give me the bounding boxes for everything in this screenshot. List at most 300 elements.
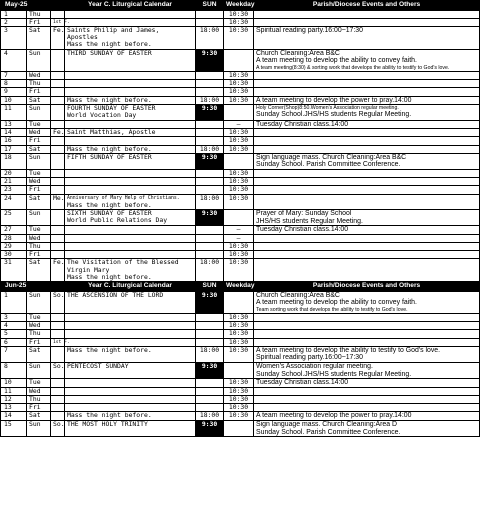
weekday-name: Fri — [27, 137, 51, 145]
liturgical-line: Mass the night before. — [67, 40, 152, 49]
event-line: A team meeting to develop the power to pray.14:00 — [256, 96, 412, 104]
liturgical-cell — [65, 49, 196, 71]
liturgical-line: World Vocation Day — [67, 111, 137, 120]
events-cell — [254, 420, 480, 436]
day-number: 7 — [1, 346, 27, 362]
weekday-mass-time: 10:30 — [224, 251, 254, 259]
event-line: Spiritual reading party.16:00~17:30 — [256, 27, 363, 34]
calendar-row — [1, 153, 480, 169]
calendar-row — [1, 259, 480, 282]
event-line: Sign language mass. Church Cleaning:Area B&C — [256, 153, 407, 161]
weekday-mass-time — [224, 153, 254, 169]
weekday-mass-time: 10:30 — [224, 178, 254, 186]
day-number: 12 — [1, 395, 27, 403]
day-number: 27 — [1, 226, 27, 235]
sun-mass-time — [196, 88, 224, 96]
sun-mass-time: 9:30 — [196, 291, 224, 313]
liturgical-header: Year C. Liturgical Calendar — [65, 282, 196, 292]
calendar-row — [1, 105, 480, 120]
events-cell — [254, 226, 480, 235]
weekday-name: Tue — [27, 226, 51, 235]
weekday-mass-time: 10:30 — [224, 314, 254, 322]
weekday-name: Fri — [27, 88, 51, 96]
weekday-name: Wed — [27, 178, 51, 186]
weekday-mass-time: 10:30 — [224, 330, 254, 338]
liturgical-line: Mass the night before. — [67, 345, 152, 354]
day-number: 16 — [1, 137, 27, 145]
calendar-row — [1, 226, 480, 235]
rank-label — [51, 72, 65, 80]
day-number: 1 — [1, 291, 27, 313]
liturgical-cell — [65, 387, 196, 395]
events-cell — [254, 194, 480, 209]
weekday-name: Fri — [27, 338, 51, 346]
liturgical-cell — [65, 129, 196, 137]
weekday-name: Sat — [27, 412, 51, 421]
day-number: 13 — [1, 120, 27, 129]
sun-mass-time: 9:30 — [196, 420, 224, 436]
rank-label — [51, 186, 65, 194]
day-number: 8 — [1, 80, 27, 88]
weekday-mass-time: 10:30 — [224, 346, 254, 362]
day-number: 6 — [1, 338, 27, 346]
weekday-mass-time: 10:30 — [224, 387, 254, 395]
sun-mass-time — [196, 10, 224, 18]
weekday-name: Sun — [27, 105, 51, 120]
sun-mass-time — [196, 120, 224, 129]
day-number: 4 — [1, 49, 27, 71]
sun-header: SUN — [196, 282, 224, 292]
event-line: Prayer of Mary: Sunday School — [256, 210, 352, 218]
liturgical-cell — [65, 363, 196, 379]
weekday-name: Wed — [27, 129, 51, 137]
day-number: 2 — [1, 18, 27, 26]
sun-mass-time: 18:00 — [196, 145, 224, 153]
weekday-name: Sat — [27, 145, 51, 153]
day-number: 23 — [1, 186, 27, 194]
rank-label — [51, 10, 65, 18]
event-line: A team meeting to develop the ability to convey faith. — [256, 299, 417, 307]
weekday-mass-time: 10:30 — [224, 186, 254, 194]
day-number: 18 — [1, 153, 27, 169]
day-number: 10 — [1, 96, 27, 105]
weekday-mass-time: 10:30 — [224, 27, 254, 50]
rank-label — [51, 379, 65, 388]
events-cell — [254, 105, 480, 120]
events-cell — [254, 234, 480, 242]
event-line: A team meeting to develop the power to pray.14:00 — [256, 412, 412, 420]
weekday-name: Sat — [27, 259, 51, 282]
weekday-name: Sat — [27, 96, 51, 105]
month-label: Jun-25 — [1, 282, 65, 292]
liturgical-cell — [65, 105, 196, 120]
liturgical-line: THE MOST HOLY TRINITY — [67, 419, 148, 428]
rank-label: So. — [51, 420, 65, 436]
liturgical-cell — [65, 291, 196, 313]
liturgical-cell — [65, 27, 196, 50]
day-number: 13 — [1, 404, 27, 412]
liturgical-cell — [65, 243, 196, 251]
liturgical-cell — [65, 137, 196, 145]
events-cell — [254, 404, 480, 412]
liturgical-cell — [65, 170, 196, 178]
events-cell — [254, 346, 480, 362]
liturgical-cell — [65, 88, 196, 96]
rank-label — [51, 153, 65, 169]
sun-mass-time: 18:00 — [196, 346, 224, 362]
weekday-name: Tue — [27, 120, 51, 129]
weekday-name: Sun — [27, 49, 51, 71]
sun-mass-time — [196, 186, 224, 194]
events-cell — [254, 49, 480, 71]
day-number: 9 — [1, 88, 27, 96]
rank-label — [51, 105, 65, 120]
weekday-mass-time — [224, 210, 254, 226]
weekday-mass-time — [224, 49, 254, 71]
liturgical-cell — [65, 226, 196, 235]
events-cell — [254, 412, 480, 421]
rank-label — [51, 346, 65, 362]
rank-label — [51, 330, 65, 338]
liturgical-header: Year C. Liturgical Calendar — [65, 1, 196, 11]
day-number: 30 — [1, 251, 27, 259]
events-cell — [254, 291, 480, 313]
weekday-mass-time — [224, 291, 254, 313]
calendar-row — [1, 49, 480, 71]
sun-mass-time: 9:30 — [196, 153, 224, 169]
rank-label — [51, 80, 65, 88]
weekday-name: Sat — [27, 27, 51, 50]
events-cell — [254, 96, 480, 105]
rank-label: 1st F. — [51, 338, 65, 346]
weekday-header: Weekday — [224, 1, 254, 11]
sun-header: SUN — [196, 1, 224, 11]
event-line: Sunday School. Parish Committee Conference. — [256, 428, 401, 436]
sun-mass-time — [196, 322, 224, 330]
liturgical-line: Saints Philip and James, Apostles — [67, 26, 160, 42]
day-number: 3 — [1, 314, 27, 322]
event-line: Tuesday Christian class.14:00 — [256, 226, 349, 234]
events-cell — [254, 186, 480, 194]
calendar-row — [1, 27, 480, 50]
sun-mass-time: 18:00 — [196, 96, 224, 105]
weekday-name: Sun — [27, 291, 51, 313]
events-cell — [254, 259, 480, 282]
sun-mass-time — [196, 314, 224, 322]
event-line: Church Cleaning:Area B&C — [256, 291, 340, 299]
liturgical-line: Saint Matthias, Apostle — [67, 128, 156, 137]
weekday-mass-time: — — [224, 234, 254, 242]
sun-mass-time — [196, 170, 224, 178]
event-line: Spiritual reading party.16:00~17:30 — [256, 354, 363, 362]
liturgical-cell — [65, 210, 196, 226]
weekday-name: Fri — [27, 251, 51, 259]
weekday-name: Tue — [27, 170, 51, 178]
rank-label: Fe. — [51, 129, 65, 137]
month-label: May-25 — [1, 1, 65, 11]
rank-label — [51, 49, 65, 71]
events-cell — [254, 338, 480, 346]
rank-label — [51, 210, 65, 226]
weekday-name: Thu — [27, 395, 51, 403]
weekday-mass-time: 10:30 — [224, 379, 254, 388]
liturgical-cell — [65, 178, 196, 186]
sun-mass-time: 9:30 — [196, 210, 224, 226]
rank-label: So. — [51, 363, 65, 379]
liturgical-line: Mass the night before. — [67, 144, 152, 153]
rank-label — [51, 145, 65, 153]
calendar-row — [1, 194, 480, 209]
events-cell — [254, 137, 480, 145]
events-cell — [254, 243, 480, 251]
weekday-name: Wed — [27, 387, 51, 395]
calendar-row — [1, 210, 480, 226]
events-cell — [254, 387, 480, 395]
rank-label: So. — [51, 291, 65, 313]
event-line: Church Cleaning:Area B&C — [256, 49, 340, 57]
rank-label — [51, 178, 65, 186]
rank-label — [51, 395, 65, 403]
liturgical-cell — [65, 259, 196, 282]
liturgical-cell — [65, 330, 196, 338]
liturgical-cell — [65, 80, 196, 88]
event-line: Sign language mass. Church Cleaning:Area D — [256, 420, 397, 428]
rank-label — [51, 404, 65, 412]
day-number: 24 — [1, 194, 27, 209]
weekday-mass-time: 10:30 — [224, 243, 254, 251]
weekday-mass-time: 10:30 — [224, 395, 254, 403]
event-line: Women's Association regular meeting. — [256, 363, 373, 370]
liturgical-line: Mass the night before. — [67, 411, 152, 420]
events-cell — [254, 363, 480, 379]
weekday-mass-time — [224, 363, 254, 379]
liturgical-line: The Visitation of the Blessed Virgin Mary — [67, 258, 179, 274]
sun-mass-time — [196, 80, 224, 88]
events-cell — [254, 322, 480, 330]
day-number: 29 — [1, 243, 27, 251]
event-line: Sunday School. Parish Committee Conference. — [256, 161, 401, 169]
day-number: 5 — [1, 330, 27, 338]
day-number: 31 — [1, 259, 27, 282]
weekday-mass-time: 10:30 — [224, 412, 254, 421]
events-cell — [254, 395, 480, 403]
sun-mass-time — [196, 243, 224, 251]
sun-mass-time — [196, 395, 224, 403]
liturgical-cell — [65, 420, 196, 436]
weekday-mass-time — [224, 105, 254, 120]
calendar-row — [1, 379, 480, 388]
events-cell — [254, 251, 480, 259]
weekday-name: Tue — [27, 314, 51, 322]
weekday-mass-time: 10:30 — [224, 170, 254, 178]
day-number: 10 — [1, 379, 27, 388]
rank-label — [51, 243, 65, 251]
weekday-name: Thu — [27, 80, 51, 88]
weekday-name: Sun — [27, 153, 51, 169]
events-cell — [254, 379, 480, 388]
day-number: 25 — [1, 210, 27, 226]
day-number: 11 — [1, 105, 27, 120]
weekday-mass-time: 10:30 — [224, 322, 254, 330]
liturgical-line: FIFTH SUNDAY OF EASTER — [67, 152, 152, 161]
weekday-name: Sun — [27, 210, 51, 226]
liturgical-line: THIRD SUNDAY OF EASTER — [67, 48, 152, 57]
liturgical-cell — [65, 72, 196, 80]
events-cell — [254, 145, 480, 153]
rank-label — [51, 387, 65, 395]
events-cell — [254, 88, 480, 96]
weekday-mass-time: 10:30 — [224, 72, 254, 80]
weekday-mass-time: 10:30 — [224, 404, 254, 412]
events-cell — [254, 80, 480, 88]
month-header-row — [1, 1, 480, 11]
day-number: 14 — [1, 129, 27, 137]
liturgical-cell — [65, 186, 196, 194]
liturgical-line: Mass the night before. — [67, 200, 152, 209]
events-cell — [254, 210, 480, 226]
rank-label: Fe. — [51, 27, 65, 50]
sun-mass-time: 18:00 — [196, 194, 224, 209]
weekday-mass-time: 10:30 — [224, 145, 254, 153]
rank-label — [51, 226, 65, 235]
liturgical-cell — [65, 234, 196, 242]
liturgical-cell — [65, 10, 196, 18]
sun-mass-time: 9:30 — [196, 49, 224, 71]
liturgical-line: THE ASCENSION OF THE LORD — [67, 290, 164, 299]
calendar-row — [1, 291, 480, 313]
sun-mass-time — [196, 379, 224, 388]
day-number: 20 — [1, 170, 27, 178]
calendar-row — [1, 363, 480, 379]
liturgical-line: SIXTH SUNDAY OF EASTER — [67, 209, 152, 218]
liturgical-line: Mass the night before. — [67, 272, 152, 281]
calendar-row — [1, 420, 480, 436]
weekday-mass-time: 10:30 — [224, 88, 254, 96]
weekday-name: Fri — [27, 18, 51, 26]
liturgical-cell — [65, 194, 196, 209]
day-number: 28 — [1, 234, 27, 242]
weekday-name: Fri — [27, 186, 51, 194]
events-cell — [254, 27, 480, 50]
events-cell — [254, 72, 480, 80]
rank-label — [51, 314, 65, 322]
sun-mass-time — [196, 226, 224, 235]
weekday-name: Sun — [27, 363, 51, 379]
liturgical-cell — [65, 153, 196, 169]
sun-mass-time: 18:00 — [196, 27, 224, 50]
sun-mass-time — [196, 387, 224, 395]
sun-mass-time — [196, 330, 224, 338]
calendar-row — [1, 186, 480, 194]
weekday-mass-time: 10:30 — [224, 80, 254, 88]
rank-label: Me. — [51, 194, 65, 209]
rank-label — [51, 234, 65, 242]
weekday-name: Tue — [27, 379, 51, 388]
weekday-mass-time: 10:30 — [224, 10, 254, 18]
liturgical-line: World Public Relations Day — [67, 216, 168, 225]
sun-mass-time — [196, 178, 224, 186]
liturgical-line: Anniversary of Mary Help of Christians. — [67, 195, 180, 201]
event-small-note: A team meeting(8:30) & sorting work that develops the ability to testify to God's love. — [256, 64, 450, 71]
weekday-name: Thu — [27, 10, 51, 18]
sun-mass-time — [196, 129, 224, 137]
events-cell — [254, 120, 480, 129]
weekday-name: Sat — [27, 346, 51, 362]
event-line: A team meeting to develop the ability to convey faith. — [256, 57, 417, 65]
weekday-name: Wed — [27, 322, 51, 330]
weekday-mass-time: 10:30 — [224, 259, 254, 282]
sun-mass-time: 9:30 — [196, 363, 224, 379]
liturgical-cell — [65, 395, 196, 403]
sun-mass-time: 18:00 — [196, 259, 224, 282]
event-line: Tuesday Christian class.14:00 — [256, 379, 349, 387]
liturgical-cell — [65, 314, 196, 322]
events-cell — [254, 170, 480, 178]
weekday-mass-time: 10:30 — [224, 194, 254, 209]
event-line: JHS/HS students Regular Meeting. — [256, 217, 363, 225]
weekday-name: Thu — [27, 243, 51, 251]
day-number: 15 — [1, 420, 27, 436]
events-cell — [254, 178, 480, 186]
rank-label: 1st F. — [51, 18, 65, 26]
event-line: Sunday School.JHS/HS students Regular Meeting. — [256, 370, 412, 378]
rank-label — [51, 170, 65, 178]
weekday-name: Sun — [27, 420, 51, 436]
liturgical-cell — [65, 379, 196, 388]
events-cell — [254, 10, 480, 18]
weekday-mass-time: — — [224, 120, 254, 129]
events-cell — [254, 18, 480, 26]
rank-label — [51, 88, 65, 96]
weekday-mass-time: 10:30 — [224, 338, 254, 346]
events-header: Parish/Diocese Events and Others — [254, 282, 480, 292]
weekday-name: Fri — [27, 404, 51, 412]
sun-mass-time — [196, 137, 224, 145]
event-small-note: Holy Corner(Shop)8:50.Women's Association regular meeting. — [256, 105, 399, 112]
liturgical-line: FOURTH SUNDAY OF EASTER — [67, 104, 156, 113]
weekday-mass-time — [224, 420, 254, 436]
weekday-header: Weekday — [224, 282, 254, 292]
sun-mass-time: 18:00 — [196, 412, 224, 421]
event-small-note: Team sorting work that develops the ability to testify to God's love. — [256, 306, 408, 313]
calendar-row — [1, 137, 480, 145]
event-line: Sunday School.JHS/HS students Regular Meeting. — [256, 111, 412, 119]
rank-label — [51, 137, 65, 145]
event-line: A team meeting to develop the ability to testify to God's love. — [256, 346, 441, 354]
rank-label — [51, 96, 65, 105]
weekday-name: Wed — [27, 234, 51, 242]
sun-mass-time — [196, 72, 224, 80]
weekday-mass-time: 10:30 — [224, 96, 254, 105]
weekday-mass-time: 10:30 — [224, 137, 254, 145]
event-line: Tuesday Christian class.14:00 — [256, 120, 349, 128]
day-number: 17 — [1, 145, 27, 153]
month-header-row — [1, 282, 480, 292]
calendar-row — [1, 346, 480, 362]
day-number: 4 — [1, 322, 27, 330]
rank-label — [51, 322, 65, 330]
events-cell — [254, 314, 480, 322]
day-number: 8 — [1, 363, 27, 379]
sun-mass-time — [196, 234, 224, 242]
day-number: 21 — [1, 178, 27, 186]
day-number: 7 — [1, 72, 27, 80]
weekday-name: Thu — [27, 330, 51, 338]
events-cell — [254, 129, 480, 137]
weekday-mass-time: — — [224, 226, 254, 235]
sun-mass-time: 9:30 — [196, 105, 224, 120]
weekday-mass-time: 10:30 — [224, 18, 254, 26]
